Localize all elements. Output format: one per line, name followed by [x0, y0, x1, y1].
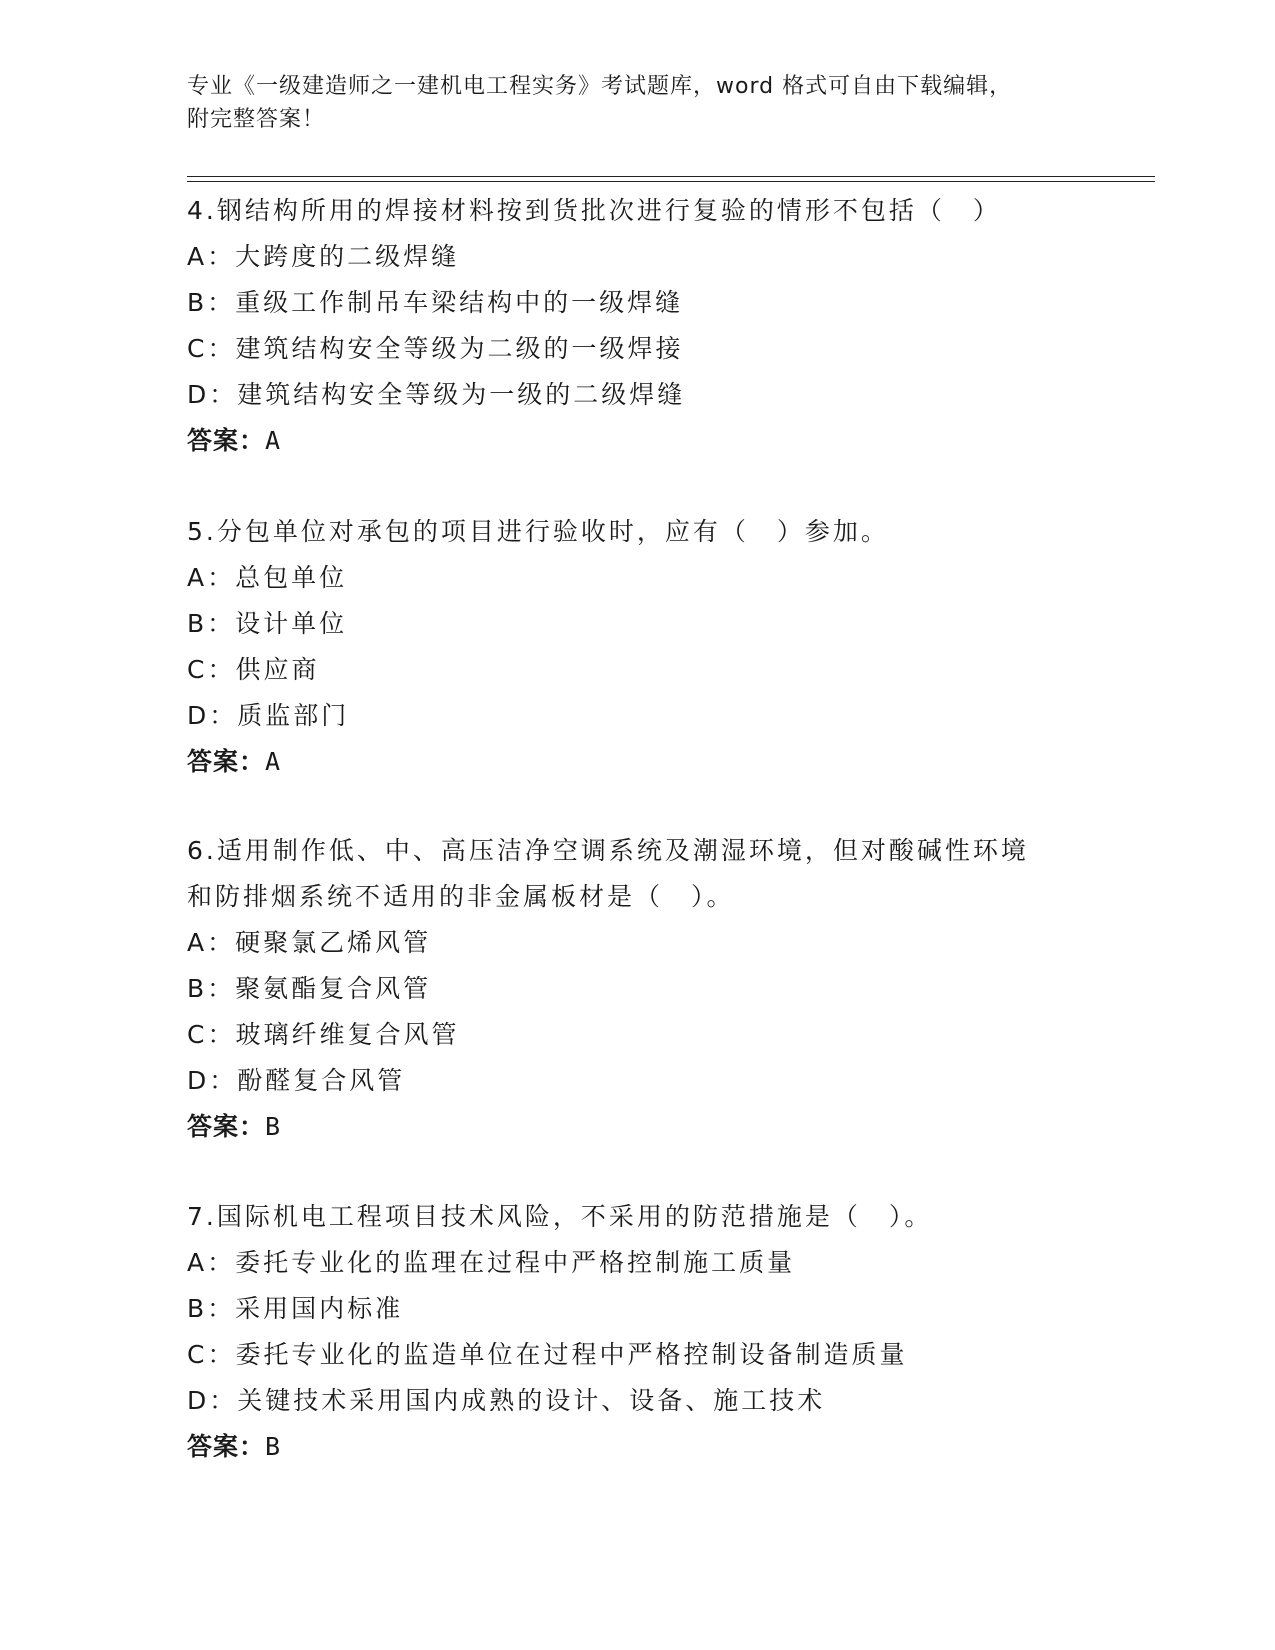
option-a: A：硬聚氯乙烯风管	[187, 928, 432, 957]
question-4	[187, 188, 1117, 464]
answer-label: 答案：	[187, 1432, 266, 1461]
option-b: B：聚氨酯复合风管	[187, 974, 432, 1003]
question-stem-line-1: 6.适用制作低、中、高压洁净空调系统及潮湿环境，但对酸碱性环境	[187, 836, 1029, 865]
answer-label: 答案：	[187, 1112, 266, 1141]
answer-line	[187, 1104, 1117, 1150]
answer-line	[187, 1424, 1117, 1470]
answer-line	[187, 739, 1117, 785]
header-divider-top	[187, 176, 1155, 177]
question-5	[187, 509, 1117, 785]
option-b: B：重级工作制吊车梁结构中的一级焊缝	[187, 288, 684, 317]
option-a: A：总包单位	[187, 563, 348, 592]
header-line-1: 专业《一级建造师之一建机电工程实务》考试题库，word 格式可自由下载编辑，	[187, 74, 1013, 99]
question-7	[187, 1194, 1117, 1470]
option-a: A：大跨度的二级焊缝	[187, 242, 460, 271]
header-line-2: 附完整答案！	[187, 107, 326, 132]
option-d: D：质监部门	[187, 701, 350, 730]
question-stem: 5.分包单位对承包的项目进行验收时，应有（ ）参加。	[187, 517, 889, 546]
answer-label: 答案：	[187, 426, 266, 455]
answer-value: B	[265, 1112, 282, 1141]
question-6	[187, 828, 1117, 1150]
option-d: D：关键技术采用国内成熟的设计、设备、施工技术	[187, 1386, 826, 1415]
option-a: A：委托专业化的监理在过程中严格控制施工质量	[187, 1248, 796, 1277]
option-b: B：采用国内标准	[187, 1294, 404, 1323]
option-d: D：酚醛复合风管	[187, 1066, 406, 1095]
question-stem: 7.国际机电工程项目技术风险，不采用的防范措施是（ ）。	[187, 1202, 933, 1231]
option-c: C：供应商	[187, 655, 320, 684]
question-stem-line-2: 和防排烟系统不适用的非金属板材是（ ）。	[187, 882, 735, 911]
answer-value: A	[265, 426, 282, 455]
document-header	[187, 70, 1087, 136]
question-stem: 4.钢结构所用的焊接材料按到货批次进行复验的情形不包括（ ）	[187, 196, 1001, 225]
option-c: C：建筑结构安全等级为二级的一级焊接	[187, 334, 684, 363]
answer-value: B	[265, 1432, 282, 1461]
header-divider-bottom	[187, 181, 1155, 182]
option-c: C：委托专业化的监造单位在过程中严格控制设备制造质量	[187, 1340, 908, 1369]
option-d: D：建筑结构安全等级为一级的二级焊缝	[187, 380, 686, 409]
option-c: C：玻璃纤维复合风管	[187, 1020, 460, 1049]
answer-label: 答案：	[187, 747, 266, 776]
option-b: B：设计单位	[187, 609, 348, 638]
answer-value: A	[265, 747, 282, 776]
answer-line	[187, 418, 1117, 464]
